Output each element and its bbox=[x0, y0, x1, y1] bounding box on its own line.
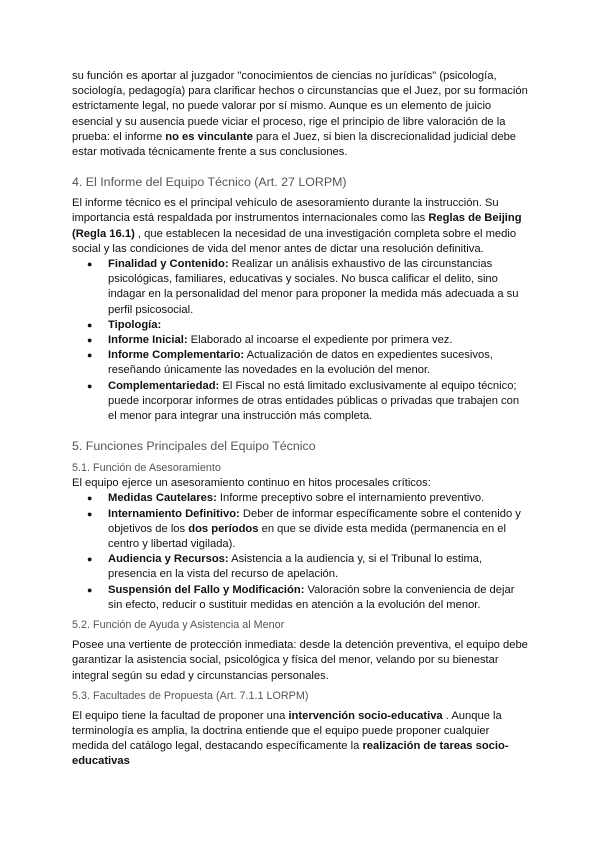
section-5-heading: 5. Funciones Principales del Equipo Técnico bbox=[72, 439, 316, 454]
subsection-5-3-bold-intervencion: intervención socio-educativa bbox=[288, 709, 443, 722]
bullet-text: Informe preceptivo sobre el internamiento preventivo. bbox=[216, 492, 485, 505]
subsection-5-3-heading: 5.3. Facultades de Propuesta (Art. 7.1.1 LORPM) bbox=[72, 689, 309, 702]
section-4-text-1: El informe técnico es el principal vehículo de asesoramiento durante la instrucción. Su importancia está respaldada por instrumentos internacionales como las bbox=[72, 197, 499, 225]
subsection-5-3-text-1: El equipo tiene la facultad de proponer una bbox=[72, 709, 289, 722]
subsection-5-1-paragraph: El equipo ejerce un asesoramiento continuo en hitos procesales críticos: bbox=[72, 477, 431, 490]
list-item bbox=[72, 552, 528, 582]
bullet-term: Finalidad y Contenido: bbox=[108, 258, 229, 271]
intro-bold-no-vinculante: no es vinculante bbox=[165, 130, 253, 143]
bullet-text: Elaborado al incoarse el expediente por primera vez. bbox=[187, 334, 453, 347]
list-item bbox=[72, 379, 528, 425]
bullet-bold-dos-periodos: dos períodos bbox=[188, 522, 259, 535]
subsection-5-2-paragraph: Posee una vertiente de protección inmediata: desde la detención preventiva, el equipo debe garantizar la asistencia social, psicológica y física del menor, velando por su bienestar integral según su edad y circunstancias personales. bbox=[72, 639, 528, 682]
bullet-term: Internamiento Definitivo: bbox=[108, 507, 240, 520]
list-item bbox=[72, 348, 528, 378]
intro-text-1: su función es aportar al juzgador "conocimientos de ciencias no jurídicas" (psicología, sociología, pedagogía) para clarificar hechos o circunstancias que el Juez, por su formación estrictamente legal, no puede valorar por sí mismo. Aunque es un elemento de juicio esencial y su ausencia puede viciar el proceso, rige el principio de libre valoración de la prueba: el informe bbox=[72, 70, 528, 143]
section-4-list bbox=[72, 257, 528, 424]
subsection-5-3-text-2: . Aunque la terminología es amplia, la doctrina entiende que el equipo puede proponer cualquier medida del catálogo legal, destacando específicamente la bbox=[72, 709, 502, 753]
section-4-bold-beijing: Reglas de Beijing (Regla 16.1) bbox=[72, 212, 522, 240]
bullet-term: Complementariedad: bbox=[108, 379, 220, 392]
bullet-term: Informe Inicial: bbox=[108, 334, 188, 347]
bullet-text: Deber de informar específicamente sobre el contenido y objetivos de los bbox=[108, 507, 521, 535]
bullet-text: Asistencia a la audiencia y, si el Tribunal lo estima, presencia en la vista del recurso de apelación. bbox=[108, 553, 483, 581]
bullet-term: Tipología: bbox=[108, 318, 162, 331]
list-item bbox=[72, 491, 528, 506]
intro-text-2: para el Juez, si bien la discrecionalidad judicial debe estar motivada técnicamente frente a sus conclusiones. bbox=[72, 130, 517, 159]
list-item bbox=[72, 583, 528, 613]
bullet-term: Audiencia y Recursos: bbox=[108, 553, 229, 566]
bullet-text-2: en que se divide esta medida (permanencia en el centro y libertad vigilada). bbox=[108, 522, 507, 551]
section-4-heading: 4. El Informe del Equipo Técnico (Art. 27 LORPM) bbox=[72, 175, 347, 190]
section-4-text-2: , que establecen la necesidad de una investigación completa sobre el medio social y las condiciones de vida del menor antes de dictar una resolución definitiva. bbox=[72, 227, 517, 255]
list-item bbox=[72, 507, 528, 553]
bullet-text: Actualización de datos en expedientes sucesivos, reseñando únicamente las novedades en la evolución del menor. bbox=[108, 349, 493, 377]
subsection-5-1-list bbox=[72, 491, 528, 613]
bullet-term: Suspensión del Fallo y Modificación: bbox=[108, 583, 305, 596]
page-content bbox=[72, 69, 528, 770]
bullet-text: Valoración sobre la conveniencia de dejar sin efecto, reducir o sustituir medidas en atención a la evolución del menor. bbox=[108, 583, 515, 611]
list-item bbox=[72, 257, 528, 318]
list-item bbox=[72, 333, 528, 348]
subsection-5-3-bold-tareas: realización de tareas socio-educativas bbox=[72, 740, 509, 768]
bullet-term: Informe Complementario: bbox=[108, 349, 245, 362]
bullet-text: Realizar un análisis exhaustivo de las circunstancias psicológicas, familiares, educativas y sociales. No busca calificar el delito, sino indagar en la personalidad del menor para proponer la medida más adecuada a su perfil psicosocial. bbox=[108, 258, 519, 316]
subsection-5-1-heading: 5.1. Función de Asesoramiento bbox=[72, 462, 221, 475]
section-4-paragraph bbox=[72, 196, 528, 257]
intro-paragraph bbox=[72, 69, 528, 160]
bullet-text: El Fiscal no está limitado exclusivamente al equipo técnico; puede incorporar informes de otras entidades públicas o privadas que trabajen con el menor para integrar una instrucción más completa. bbox=[108, 379, 520, 423]
list-item bbox=[72, 318, 528, 333]
subsection-5-3-paragraph bbox=[72, 709, 528, 770]
bullet-term: Medidas Cautelares: bbox=[108, 492, 217, 505]
subsection-5-2-heading: 5.2. Función de Ayuda y Asistencia al Menor bbox=[72, 619, 285, 632]
